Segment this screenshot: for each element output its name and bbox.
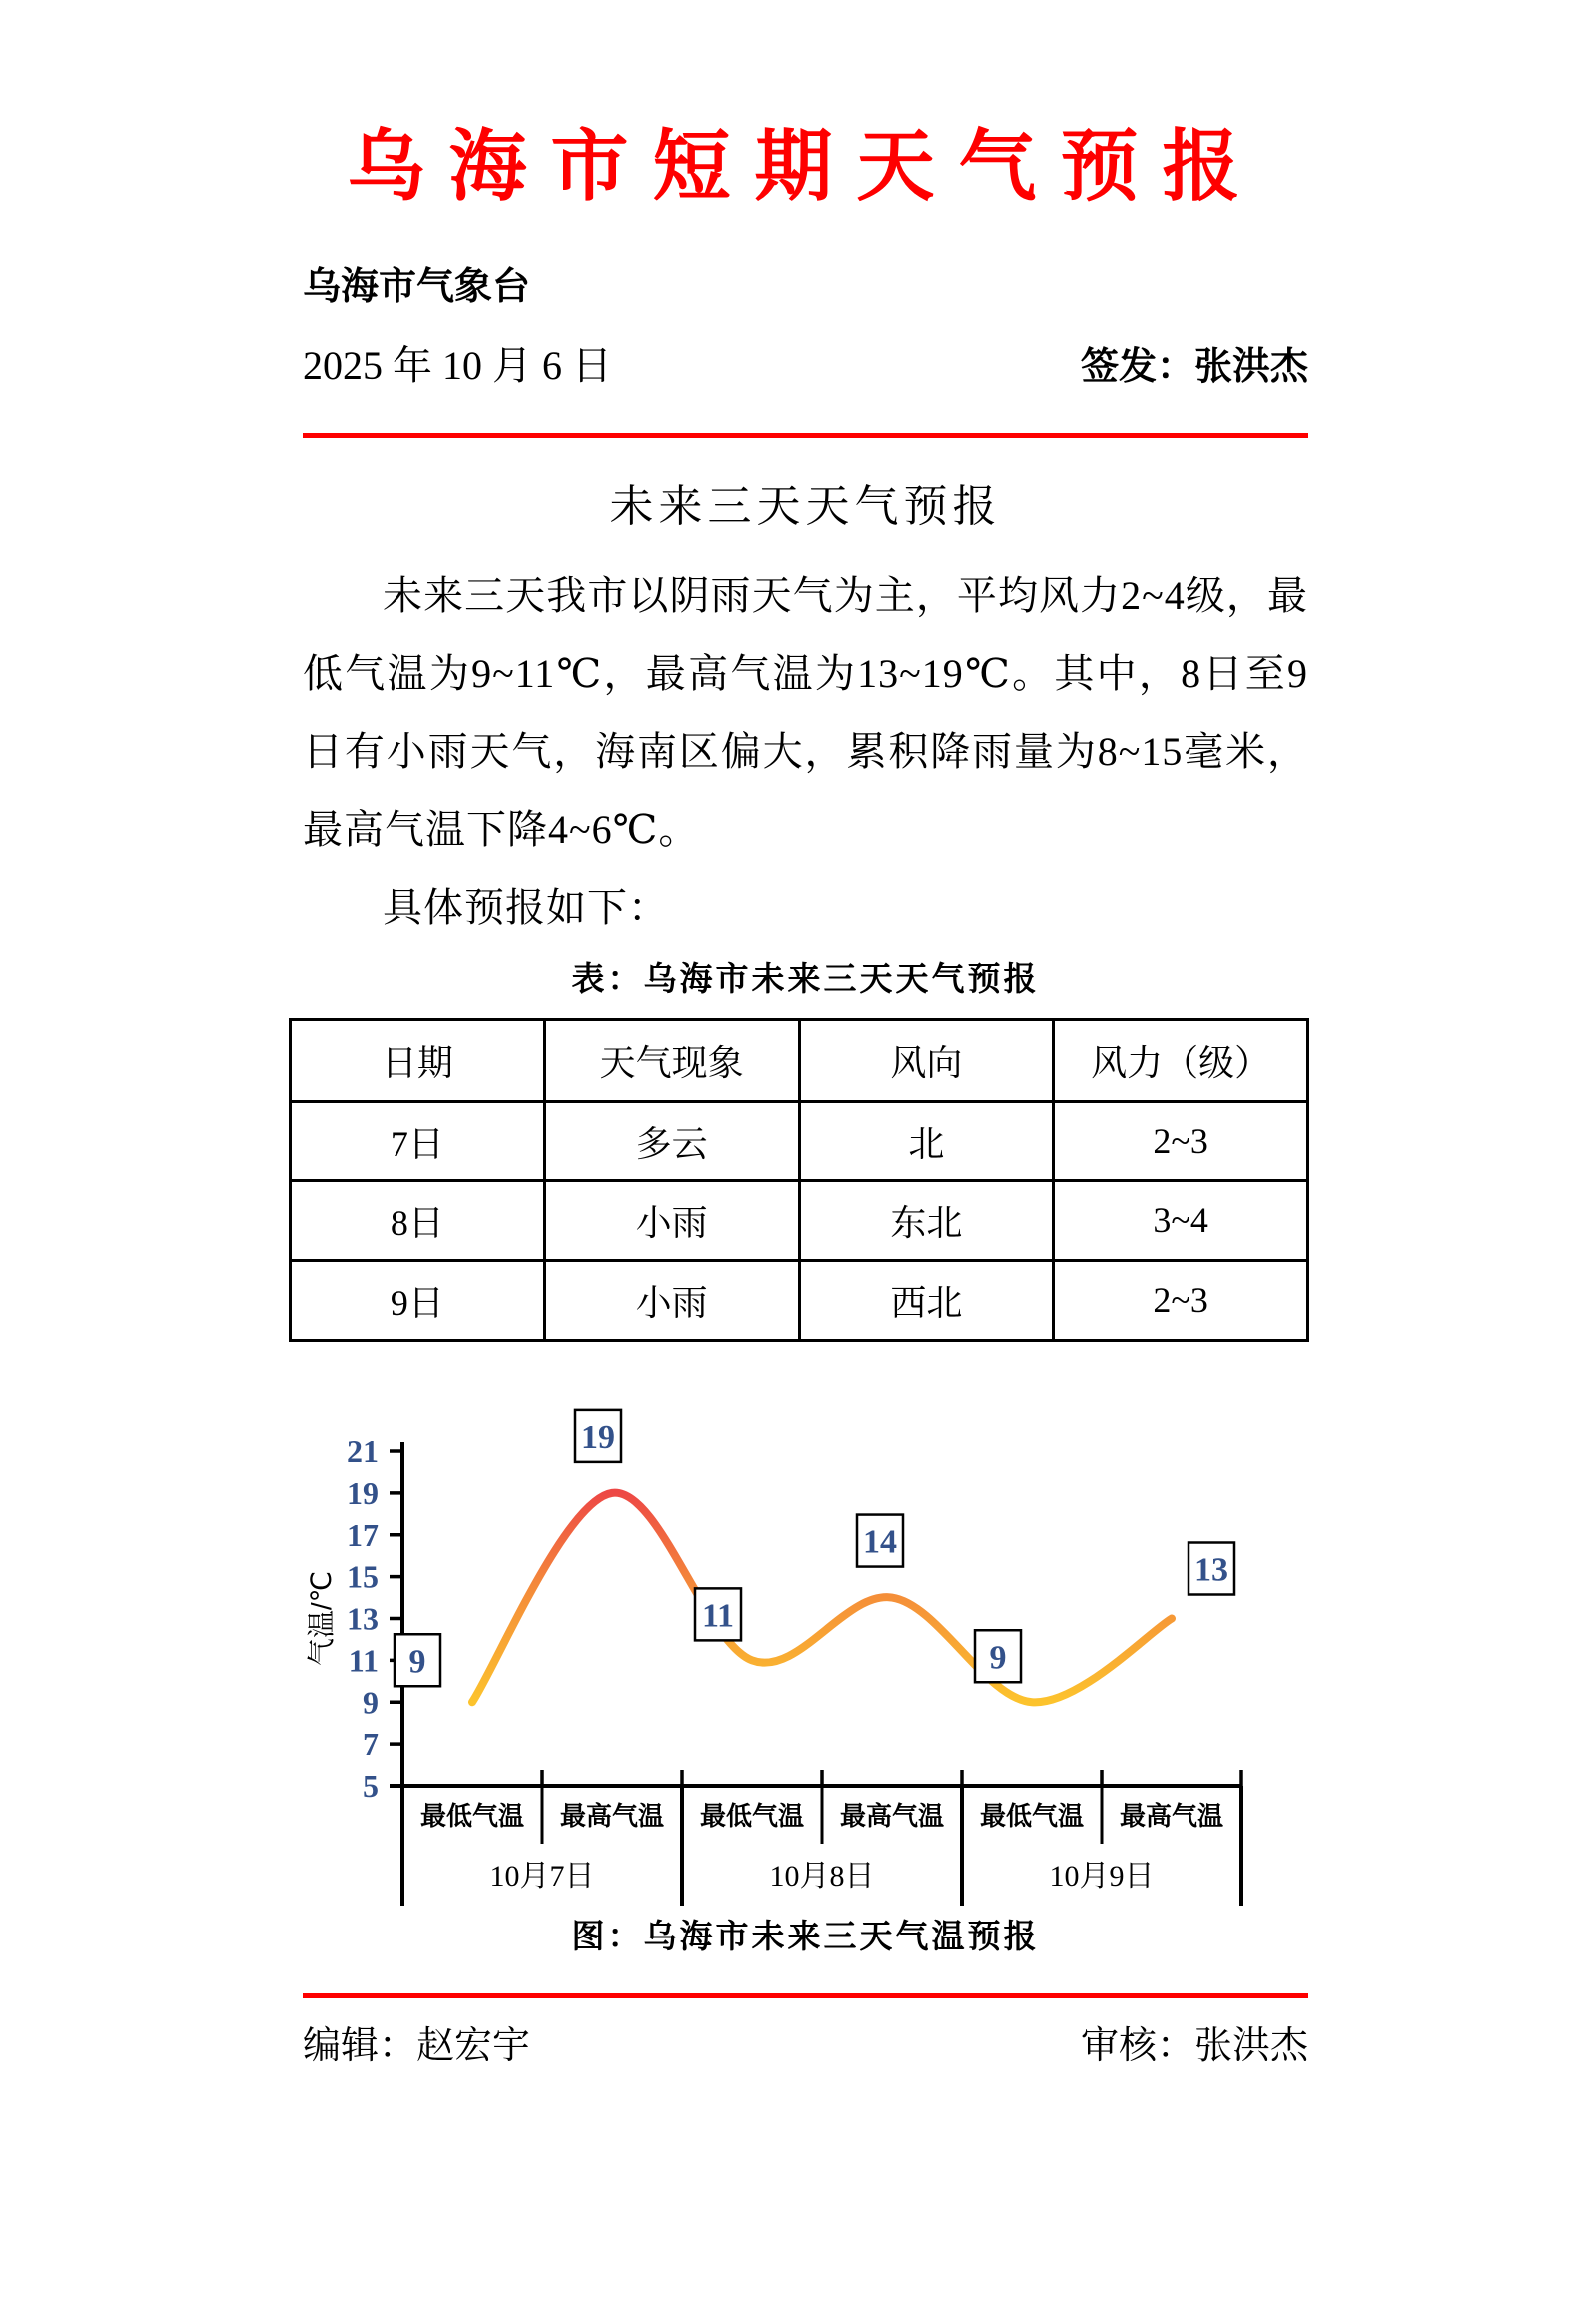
- category-label: 最高气温: [1119, 1800, 1224, 1831]
- y-tick-label: 9: [363, 1683, 379, 1720]
- table-cell: 北: [799, 1101, 1054, 1180]
- issuer-signature: 签发：张洪杰: [1080, 346, 1308, 388]
- y-axis-title: 气温/℃: [306, 1570, 337, 1666]
- data-label-value: 9: [408, 1642, 426, 1680]
- reviewer-credit: 审核：张洪杰: [1080, 2024, 1308, 2067]
- data-label-value: 9: [989, 1638, 1007, 1676]
- forecast-intro: 具体预报如下：: [383, 884, 669, 930]
- y-tick-label: 19: [347, 1474, 379, 1511]
- table-row: [291, 1260, 1308, 1340]
- data-label-value: 13: [1194, 1551, 1228, 1589]
- table-header-wind-force: 风力（级）: [1054, 1019, 1308, 1101]
- y-tick-label: 7: [363, 1725, 379, 1762]
- figure-caption: 图：乌海市未来三天气温预报: [571, 1919, 1040, 1955]
- data-label-value: 14: [863, 1523, 897, 1561]
- data-label-value: 11: [701, 1597, 735, 1635]
- meta-row: [303, 341, 1308, 391]
- data-label-value: 19: [581, 1418, 615, 1456]
- table-cell: 2~3: [1054, 1260, 1308, 1340]
- category-label: 最高气温: [839, 1800, 945, 1831]
- forecast-paragraph: 未来三天我市以阴雨天气为主，平均风力2~4级，最低气温为9~11℃，最高气温为13~19℃。其中，8日至9日有小雨天气，海南区偏大，累积降雨量为8~15毫米，最高气温下降4~6℃。: [303, 572, 1308, 852]
- table-header-weather: 天气现象: [544, 1019, 799, 1101]
- table-cell: 小雨: [544, 1180, 799, 1260]
- temperature-curve: [472, 1492, 1172, 1702]
- table-cell: 小雨: [544, 1260, 799, 1340]
- table-header-date: 日期: [291, 1019, 545, 1101]
- table-row: [291, 1180, 1308, 1260]
- day-group-label: 10月7日: [489, 1859, 595, 1893]
- table-cell: 西北: [799, 1260, 1054, 1340]
- forecast-table: [289, 1018, 1309, 1342]
- table-header-row: [291, 1019, 1308, 1101]
- table-cell: 东北: [799, 1180, 1054, 1260]
- category-label: 最低气温: [699, 1800, 805, 1831]
- document-title: 乌海市短期天气预报: [347, 122, 1264, 210]
- table-header-wind-direction: 风向: [799, 1019, 1054, 1101]
- forecast-table-head: [291, 1019, 1308, 1101]
- section-title: 未来三天天气预报: [609, 481, 1002, 531]
- y-tick-label: 15: [347, 1558, 379, 1595]
- category-label: 最高气温: [559, 1800, 665, 1831]
- footer-divider: [303, 1993, 1308, 1998]
- table-cell: 9日: [291, 1260, 545, 1340]
- table-row: [291, 1101, 1308, 1180]
- y-tick-label: 13: [347, 1600, 379, 1637]
- issue-date: 2025 年 10 月 6 日: [303, 343, 612, 388]
- category-label: 最低气温: [979, 1800, 1085, 1831]
- day-group-label: 10月9日: [1049, 1859, 1155, 1893]
- y-tick-label: 5: [363, 1767, 379, 1804]
- y-tick-label: 21: [347, 1432, 379, 1469]
- table-cell: 多云: [544, 1101, 799, 1180]
- temperature-chart-svg: [303, 1406, 1261, 1911]
- editor-credit: 编辑：赵宏宇: [303, 2024, 531, 2067]
- footer-row: [303, 2022, 1308, 2071]
- y-tick-label: 11: [348, 1642, 379, 1679]
- agency-name: 乌海市气象台: [303, 265, 531, 308]
- table-cell: 2~3: [1054, 1101, 1308, 1180]
- forecast-table-body: [291, 1101, 1308, 1340]
- category-label: 最低气温: [419, 1800, 525, 1831]
- y-tick-label: 17: [347, 1516, 379, 1553]
- table-cell: 8日: [291, 1180, 545, 1260]
- table-caption: 表：乌海市未来三天天气预报: [571, 961, 1040, 998]
- table-cell: 7日: [291, 1101, 545, 1180]
- table-cell: 3~4: [1054, 1180, 1308, 1260]
- temperature-chart: [303, 1406, 1308, 1911]
- header-divider: [303, 433, 1308, 438]
- day-group-label: 10月8日: [769, 1859, 875, 1893]
